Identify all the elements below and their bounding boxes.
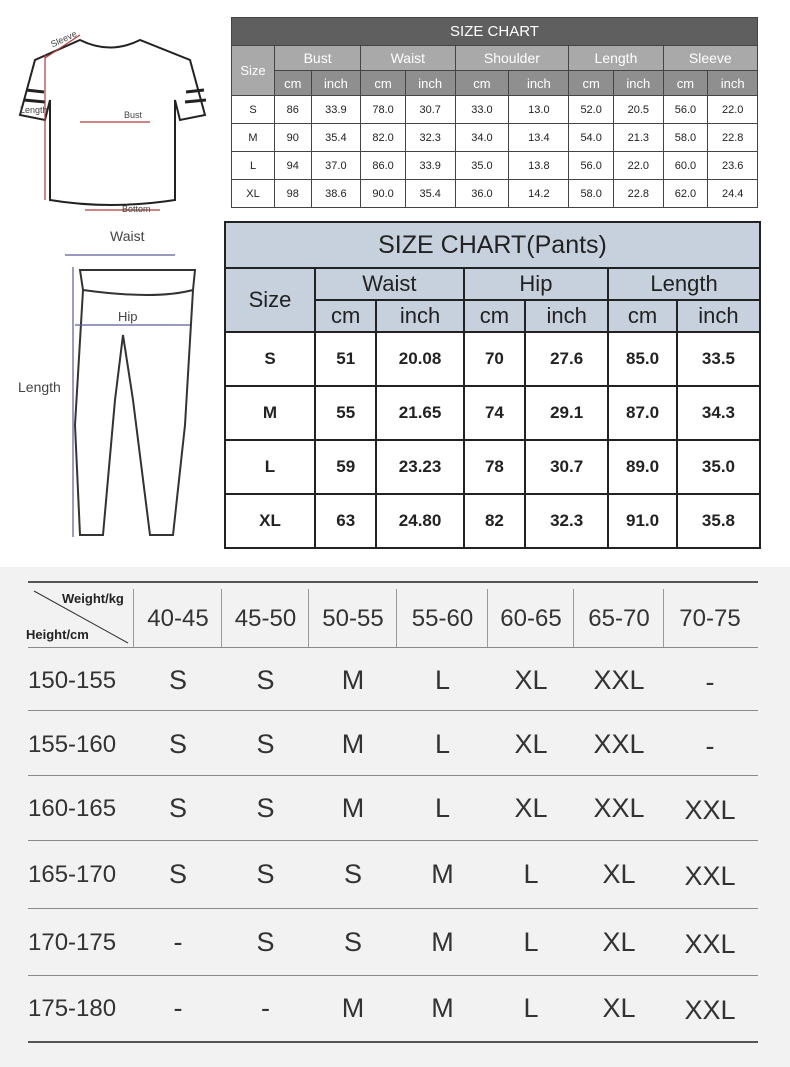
size-cell: XL [602, 993, 636, 1023]
size-cell: M [431, 927, 454, 957]
top-cell: 22.8 [614, 180, 664, 208]
top-col-header: Length [569, 46, 663, 71]
pants-unit-header: inch [376, 300, 463, 332]
size-cell: S [343, 859, 362, 889]
pants-col-header: Hip [464, 268, 608, 300]
size-cell: L [434, 729, 451, 759]
pants-cell: 82 [464, 494, 525, 548]
pants-cell: 85.0 [608, 332, 677, 386]
top-cell: 35.4 [405, 180, 455, 208]
top-row-size: M [232, 124, 275, 152]
top-unit-header: cm [361, 71, 406, 96]
size-cell: XXL [684, 795, 736, 825]
top-cell: 13.4 [509, 124, 569, 152]
top-cell: 78.0 [361, 96, 406, 124]
pants-cell: 30.7 [525, 440, 608, 494]
size-cell: L [523, 927, 539, 957]
top-row-size: S [232, 96, 275, 124]
size-cell: XXL [684, 995, 736, 1025]
top-col-header: Shoulder [455, 46, 569, 71]
top-cell: 14.2 [509, 180, 569, 208]
size-cell: - [173, 927, 183, 957]
size-cell: XXL [593, 729, 645, 759]
shirt-diagram [10, 20, 220, 220]
pants-cell: 24.80 [376, 494, 463, 548]
pants-row-size: XL [225, 494, 315, 548]
pants-cell: 91.0 [608, 494, 677, 548]
pants-unit-header: inch [677, 300, 760, 332]
top-cell: 82.0 [361, 124, 406, 152]
size-cell: S [168, 729, 187, 759]
pants-cell: 35.8 [677, 494, 760, 548]
pants-cell: 20.08 [376, 332, 463, 386]
size-cell: L [434, 793, 451, 823]
pants-cell: 33.5 [677, 332, 760, 386]
height-row-label: 160-165 [28, 795, 117, 822]
top-unit-header: inch [708, 71, 758, 96]
weight-axis-label: Weight/kg [62, 591, 124, 606]
height-axis-label: Height/cm [26, 627, 89, 642]
size-cell: S [256, 927, 275, 957]
top-cell: 13.0 [509, 96, 569, 124]
size-cell: XL [514, 665, 548, 695]
top-cell: 22.8 [708, 124, 758, 152]
top-row-size: L [232, 152, 275, 180]
top-col-header: Waist [361, 46, 455, 71]
size-cell: - [705, 731, 715, 761]
top-cell: 24.4 [708, 180, 758, 208]
top-cell: 58.0 [569, 180, 614, 208]
weight-header: 60-65 [500, 605, 562, 632]
pants-cell: 29.1 [525, 386, 608, 440]
weight-header: 45-50 [234, 605, 297, 632]
height-row-label: 155-160 [28, 731, 117, 758]
top-cell: 22.0 [614, 152, 664, 180]
top-chart-title: SIZE CHART [232, 18, 758, 46]
top-cell: 90.0 [361, 180, 406, 208]
row-divider [28, 710, 758, 711]
pants-cell: 78 [464, 440, 525, 494]
row-divider [28, 1041, 758, 1043]
top-cell: 38.6 [311, 180, 361, 208]
top-table-row [232, 152, 758, 180]
row-divider [28, 581, 758, 583]
pants-cell: 87.0 [608, 386, 677, 440]
shirt-bottom-label: Bottom [122, 204, 151, 214]
pants-cell: 51 [315, 332, 376, 386]
pants-col-header: Waist [315, 268, 464, 300]
pants-cell: 23.23 [376, 440, 463, 494]
size-cell: L [523, 993, 539, 1023]
top-size-chart [231, 17, 758, 208]
size-cell: M [431, 859, 454, 889]
top-cell: 13.8 [509, 152, 569, 180]
weight-header: 55-60 [411, 605, 474, 632]
pants-cell: 27.6 [525, 332, 608, 386]
pants-row-size: L [225, 440, 315, 494]
pants-size-chart [224, 221, 761, 549]
top-cell: 98 [275, 180, 312, 208]
top-cell: 30.7 [405, 96, 455, 124]
weight-header: 50-55 [322, 605, 384, 632]
weight-header: 65-70 [588, 605, 650, 632]
row-divider [28, 908, 758, 909]
pants-table-row [225, 494, 760, 548]
top-cell: 36.0 [455, 180, 509, 208]
top-cell: 32.3 [405, 124, 455, 152]
pants-cell: 21.65 [376, 386, 463, 440]
top-cell: 58.0 [663, 124, 708, 152]
pants-row-size: M [225, 386, 315, 440]
pants-cell: 70 [464, 332, 525, 386]
top-cell: 33.9 [405, 152, 455, 180]
pants-table-row [225, 440, 760, 494]
height-row-label: 175-180 [28, 995, 117, 1022]
top-cell: 56.0 [663, 96, 708, 124]
size-cell: XL [514, 729, 548, 759]
top-cell: 23.6 [708, 152, 758, 180]
shirt-sleeve-label: Sleeve [49, 28, 79, 50]
top-cell: 33.0 [455, 96, 509, 124]
size-cell: XXL [684, 929, 736, 959]
top-unit-header: cm [455, 71, 509, 96]
row-divider [28, 647, 758, 648]
pants-chart-title: SIZE CHART(Pants) [225, 222, 760, 268]
pants-size-header: Size [225, 268, 315, 332]
top-cell: 94 [275, 152, 312, 180]
height-row-label: 165-170 [28, 861, 117, 888]
size-cell: XXL [593, 665, 645, 695]
size-cell: - [261, 993, 270, 1023]
size-cell: - [173, 993, 183, 1023]
size-cell: M [431, 993, 454, 1023]
top-cell: 86.0 [361, 152, 406, 180]
size-cell: S [168, 859, 187, 889]
size-cell: S [256, 859, 275, 889]
size-cell: XL [514, 793, 548, 823]
row-divider [28, 840, 758, 841]
size-cell: S [168, 793, 187, 823]
top-unit-header: cm [569, 71, 614, 96]
weight-header: 40-45 [147, 605, 209, 632]
top-table-row [232, 124, 758, 152]
height-row-label: 150-155 [28, 667, 117, 694]
pants-hip-label: Hip [118, 309, 138, 324]
size-cell: S [256, 793, 275, 823]
weight-height-chart [0, 567, 790, 1067]
size-cell: M [341, 665, 365, 695]
pants-cell: 34.3 [677, 386, 760, 440]
pants-cell: 63 [315, 494, 376, 548]
shirt-length-label: Length [20, 105, 48, 115]
top-cell: 60.0 [663, 152, 708, 180]
size-cell: S [256, 729, 275, 759]
top-cell: 33.9 [311, 96, 361, 124]
top-cell: 37.0 [311, 152, 361, 180]
top-unit-header: inch [311, 71, 361, 96]
pants-cell: 32.3 [525, 494, 608, 548]
top-unit-header: inch [509, 71, 569, 96]
size-cell: XXL [684, 861, 736, 891]
top-unit-header: inch [614, 71, 664, 96]
size-cell: XXL [593, 793, 645, 823]
pants-cell: 55 [315, 386, 376, 440]
top-unit-header: inch [405, 71, 455, 96]
top-cell: 52.0 [569, 96, 614, 124]
pants-cell: 74 [464, 386, 525, 440]
top-cell: 21.3 [614, 124, 664, 152]
pants-col-header: Length [608, 268, 760, 300]
size-cell: M [341, 793, 365, 823]
top-cell: 22.0 [708, 96, 758, 124]
size-cell: S [168, 665, 187, 695]
pants-unit-header: inch [525, 300, 608, 332]
shirt-bust-label: Bust [124, 110, 143, 120]
top-size-header: Size [232, 46, 275, 96]
pants-unit-header: cm [315, 300, 376, 332]
top-cell: 62.0 [663, 180, 708, 208]
weight-header: 70-75 [679, 605, 741, 632]
size-cell: M [341, 729, 365, 759]
pants-cell: 59 [315, 440, 376, 494]
top-cell: 54.0 [569, 124, 614, 152]
pants-cell: 89.0 [608, 440, 677, 494]
size-cell: L [434, 665, 451, 695]
top-col-header: Bust [275, 46, 361, 71]
pants-table-row [225, 332, 760, 386]
top-cell: 86 [275, 96, 312, 124]
top-table-row [232, 96, 758, 124]
top-cell: 35.0 [455, 152, 509, 180]
top-unit-header: cm [663, 71, 708, 96]
top-cell: 35.4 [311, 124, 361, 152]
size-cell: XL [602, 927, 636, 957]
top-cell: 34.0 [455, 124, 509, 152]
row-divider [28, 975, 758, 976]
size-cell: S [256, 665, 275, 695]
height-row-label: 170-175 [28, 929, 117, 956]
size-cell: L [523, 859, 539, 889]
pants-table-row [225, 386, 760, 440]
size-cell: M [341, 993, 365, 1023]
size-cell: XL [602, 859, 636, 889]
pants-unit-header: cm [608, 300, 677, 332]
top-cell: 20.5 [614, 96, 664, 124]
row-divider [28, 775, 758, 776]
top-unit-header: cm [275, 71, 312, 96]
top-row-size: XL [232, 180, 275, 208]
top-table-row [232, 180, 758, 208]
pants-row-size: S [225, 332, 315, 386]
pants-cell: 35.0 [677, 440, 760, 494]
top-cell: 56.0 [569, 152, 614, 180]
pants-waist-label: Waist [110, 228, 145, 244]
top-col-header: Sleeve [663, 46, 757, 71]
size-cell: - [705, 667, 715, 697]
pants-length-label: Length [18, 379, 61, 395]
top-cell: 90 [275, 124, 312, 152]
pants-unit-header: cm [464, 300, 525, 332]
size-cell: S [343, 927, 362, 957]
